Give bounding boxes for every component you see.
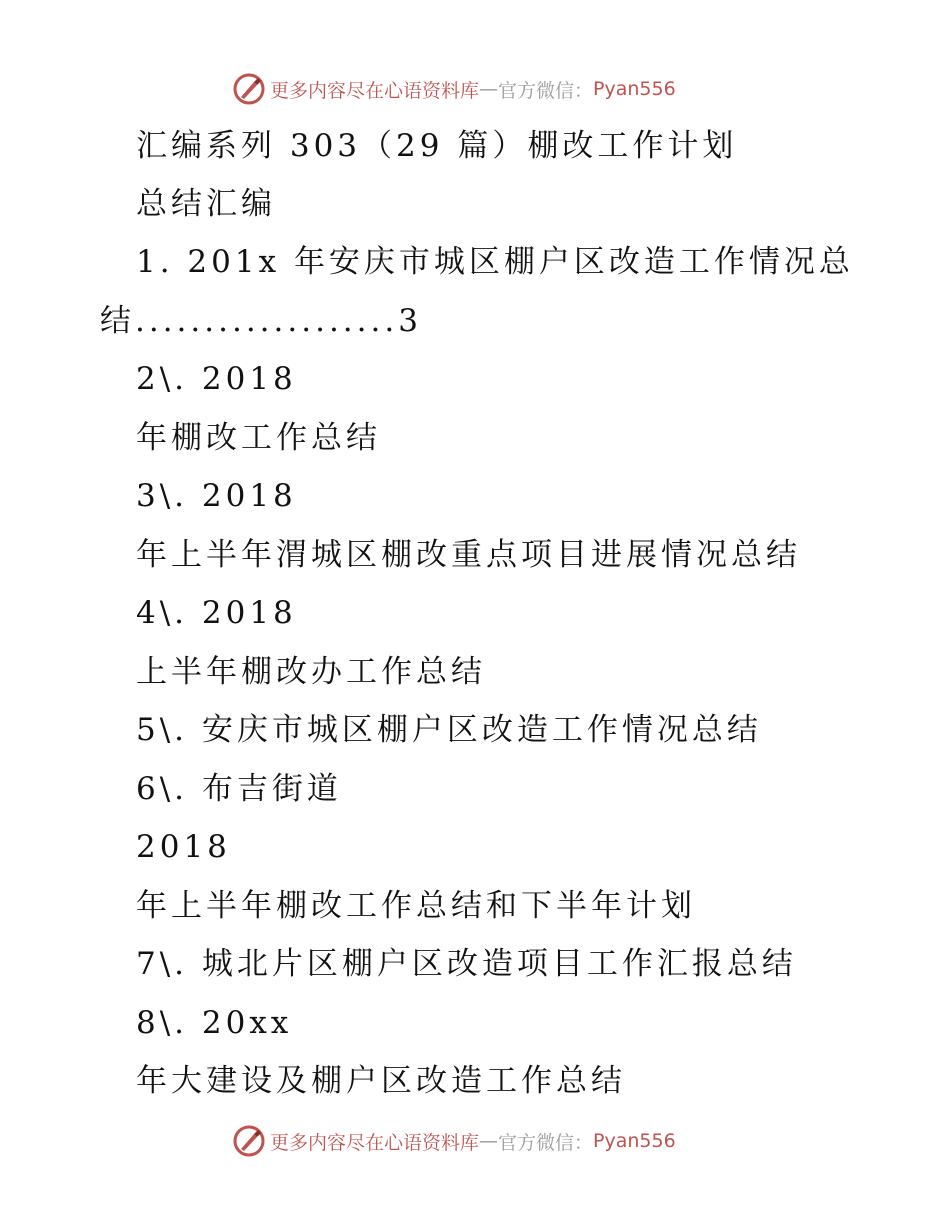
toc-entry-8-title: 年大建设及棚户区改造工作总结: [136, 1063, 626, 1099]
toc-entry-1-continued: 结...................3: [100, 303, 422, 339]
watermark-wechat-label: 官方微信：: [498, 1131, 594, 1154]
toc-entry-5: 5\. 安庆市城区棚户区改造工作情况总结: [136, 712, 762, 748]
toc-entry-6-title: 年上半年棚改工作总结和下半年计划: [136, 888, 696, 924]
toc-entry-6: 6\. 布吉街道: [136, 771, 342, 807]
watermark-separator: —: [479, 1130, 499, 1152]
toc-entry-7: 7\. 城北片区棚户区改造项目工作汇报总结: [136, 946, 797, 982]
toc-entry-4: 4\. 2018: [136, 595, 297, 631]
toc-entry-8: 8\. 20xx: [136, 1005, 293, 1041]
toc-entry-4-title: 上半年棚改办工作总结: [136, 654, 486, 690]
pen-logo-icon: [232, 72, 266, 106]
pen-logo-icon: [232, 1124, 266, 1158]
header-watermark[interactable]: [232, 72, 676, 106]
document-title-line-1: 汇编系列 303（29 篇）棚改工作计划: [136, 128, 738, 164]
watermark-wechat-id: Pyan556: [593, 78, 676, 100]
toc-entry-3: 3\. 2018: [136, 478, 297, 514]
footer-watermark[interactable]: [232, 1124, 676, 1158]
watermark-wechat-label: 官方微信：: [498, 79, 594, 102]
toc-entry-6-year: 2018: [136, 829, 231, 865]
toc-entry-2: 2\. 2018: [136, 361, 297, 397]
watermark-wechat-id: Pyan556: [593, 1130, 676, 1152]
watermark-separator: —: [479, 78, 499, 100]
watermark-site-link[interactable]: 更多内容尽在心语资料库: [270, 79, 480, 102]
toc-entry-1: 1. 201x 年安庆市城区棚户区改造工作情况总: [136, 244, 854, 280]
toc-entry-2-title: 年棚改工作总结: [136, 420, 381, 456]
document-title-line-2: 总结汇编: [136, 186, 276, 222]
watermark-site-link[interactable]: 更多内容尽在心语资料库: [270, 1131, 480, 1154]
toc-entry-3-title: 年上半年渭城区棚改重点项目进展情况总结: [136, 537, 801, 573]
